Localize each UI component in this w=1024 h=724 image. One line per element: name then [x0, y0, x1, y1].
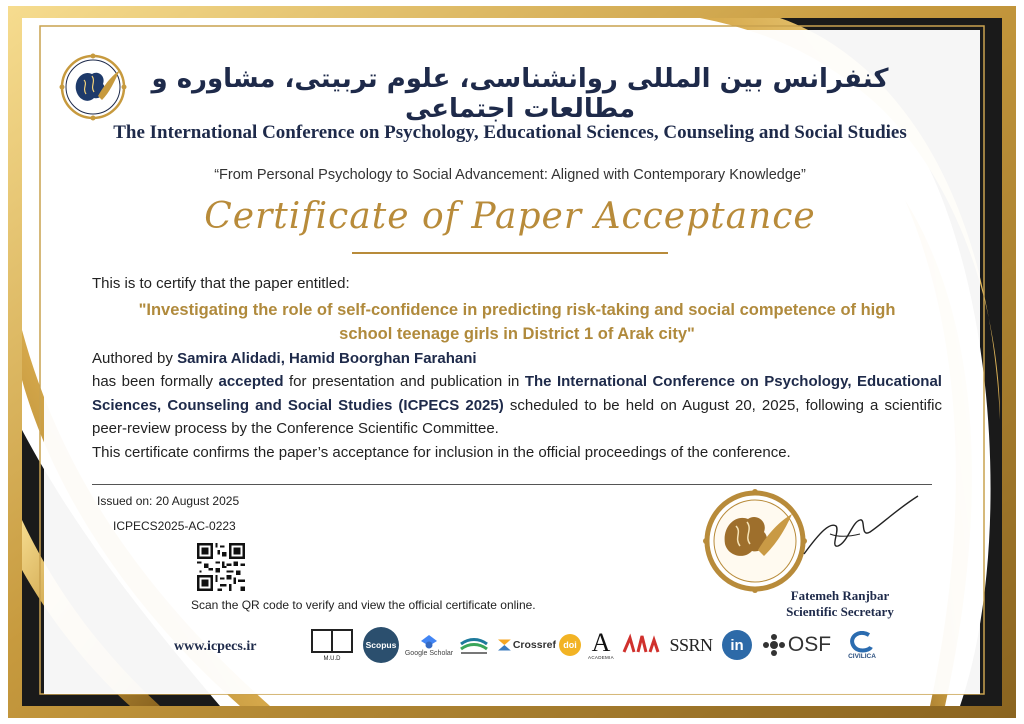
academia-label: ACADEMIA	[588, 654, 614, 660]
civilica-icon	[847, 631, 877, 653]
acceptance-statement	[92, 370, 942, 441]
authors-line	[92, 347, 942, 371]
linkedin-icon: in	[722, 630, 752, 660]
conference-website-link[interactable]: www.icpecs.ir	[174, 639, 257, 654]
persian-conference-title: کنفرانس بین المللی روانشناسی، علوم تربیتی، مشاوره و مطالعات اجتماعی	[151, 64, 889, 124]
mud-label: M.U.D	[323, 656, 341, 662]
certificate-title: Certificate of Paper Acceptance	[204, 196, 816, 237]
civilica-logo	[840, 626, 884, 664]
acceptance-text-2: for presentation and publication in	[283, 373, 525, 390]
paper-title-line2: school teenage girls in District 1 of Arak city"	[339, 324, 695, 343]
issued-date: Issued on: 20 August 2025	[97, 494, 240, 508]
title-underline	[352, 252, 668, 254]
signer-role: Scientific Secretary	[786, 604, 894, 619]
publisher-mark-icon	[620, 632, 660, 658]
doi-label: doi	[559, 634, 581, 656]
paper-title	[92, 298, 942, 346]
book-icon	[309, 627, 355, 663]
conference-logo	[58, 52, 128, 122]
signer-name: Fatemeh Ranjbar	[790, 588, 890, 603]
signature	[800, 492, 922, 562]
google-scholar-logo	[403, 626, 455, 664]
certify-intro: This is to certify that the paper entitled:	[92, 275, 350, 292]
linkedin-logo	[720, 626, 754, 664]
conference-name-bold: The International Conference on Psychology, Educational Sciences, Counseling and Social Studies (ICPECS 2025)	[92, 373, 942, 414]
osf-logo	[758, 626, 836, 664]
author-names: Samira Alidadi, Hamid Boorghan Farahani	[177, 349, 477, 367]
certificate-code: ICPECS2025-AC-0223	[113, 519, 236, 533]
book-stack-icon	[457, 630, 491, 660]
certificate-body	[92, 272, 942, 464]
crossref-icon	[498, 637, 511, 653]
english-conference-title: The International Conference on Psychology, Educational Sciences, Counseling and Social Studies	[113, 122, 907, 143]
scholar-cap-icon	[420, 634, 438, 650]
osf-icon	[763, 634, 785, 656]
acceptance-text-1: has been formally	[92, 373, 219, 390]
civilica-label: CIVILICA	[848, 652, 876, 660]
google-scholar-label: Google Scholar	[404, 649, 454, 657]
scopus-label: Scopus	[363, 627, 399, 663]
footer-divider	[92, 484, 932, 485]
academia-logo	[586, 626, 616, 664]
crossref-label: Crossref	[512, 639, 556, 651]
persian-publisher-logo	[618, 626, 662, 664]
signer-block	[760, 588, 920, 620]
osf-label: OSF	[787, 633, 832, 656]
authored-prefix: Authored by	[92, 349, 178, 367]
ssrn-label: SSRN	[669, 634, 713, 655]
accepted-word: accepted	[218, 373, 284, 390]
persian-index-logo	[456, 626, 492, 664]
scopus-logo	[362, 626, 400, 664]
acceptance-text-3: scheduled to be held on August 20, 2025, following a scientific peer-review process by the Conference Scientific Committee.	[92, 396, 943, 437]
paper-title-line1: "Investigating the role of self-confidence in predicting risk-taking and social competence of high	[138, 300, 896, 319]
conference-subtitle: “From Personal Psychology to Social Advancement: Aligned with Contemporary Knowledge”	[214, 167, 806, 183]
ssrn-logo	[666, 626, 716, 664]
academia-a-icon: A	[591, 627, 611, 657]
mud-logo	[308, 626, 356, 664]
closing-statement: This certificate confirms the paper’s acceptance for inclusion in the official proceedings of the conference.	[92, 443, 791, 461]
doi-logo	[558, 626, 582, 664]
conference-seal	[700, 486, 810, 596]
crossref-logo	[498, 626, 556, 664]
scan-instruction: Scan the QR code to verify and view the official certificate online.	[191, 598, 536, 612]
qr-code[interactable]	[197, 543, 245, 591]
